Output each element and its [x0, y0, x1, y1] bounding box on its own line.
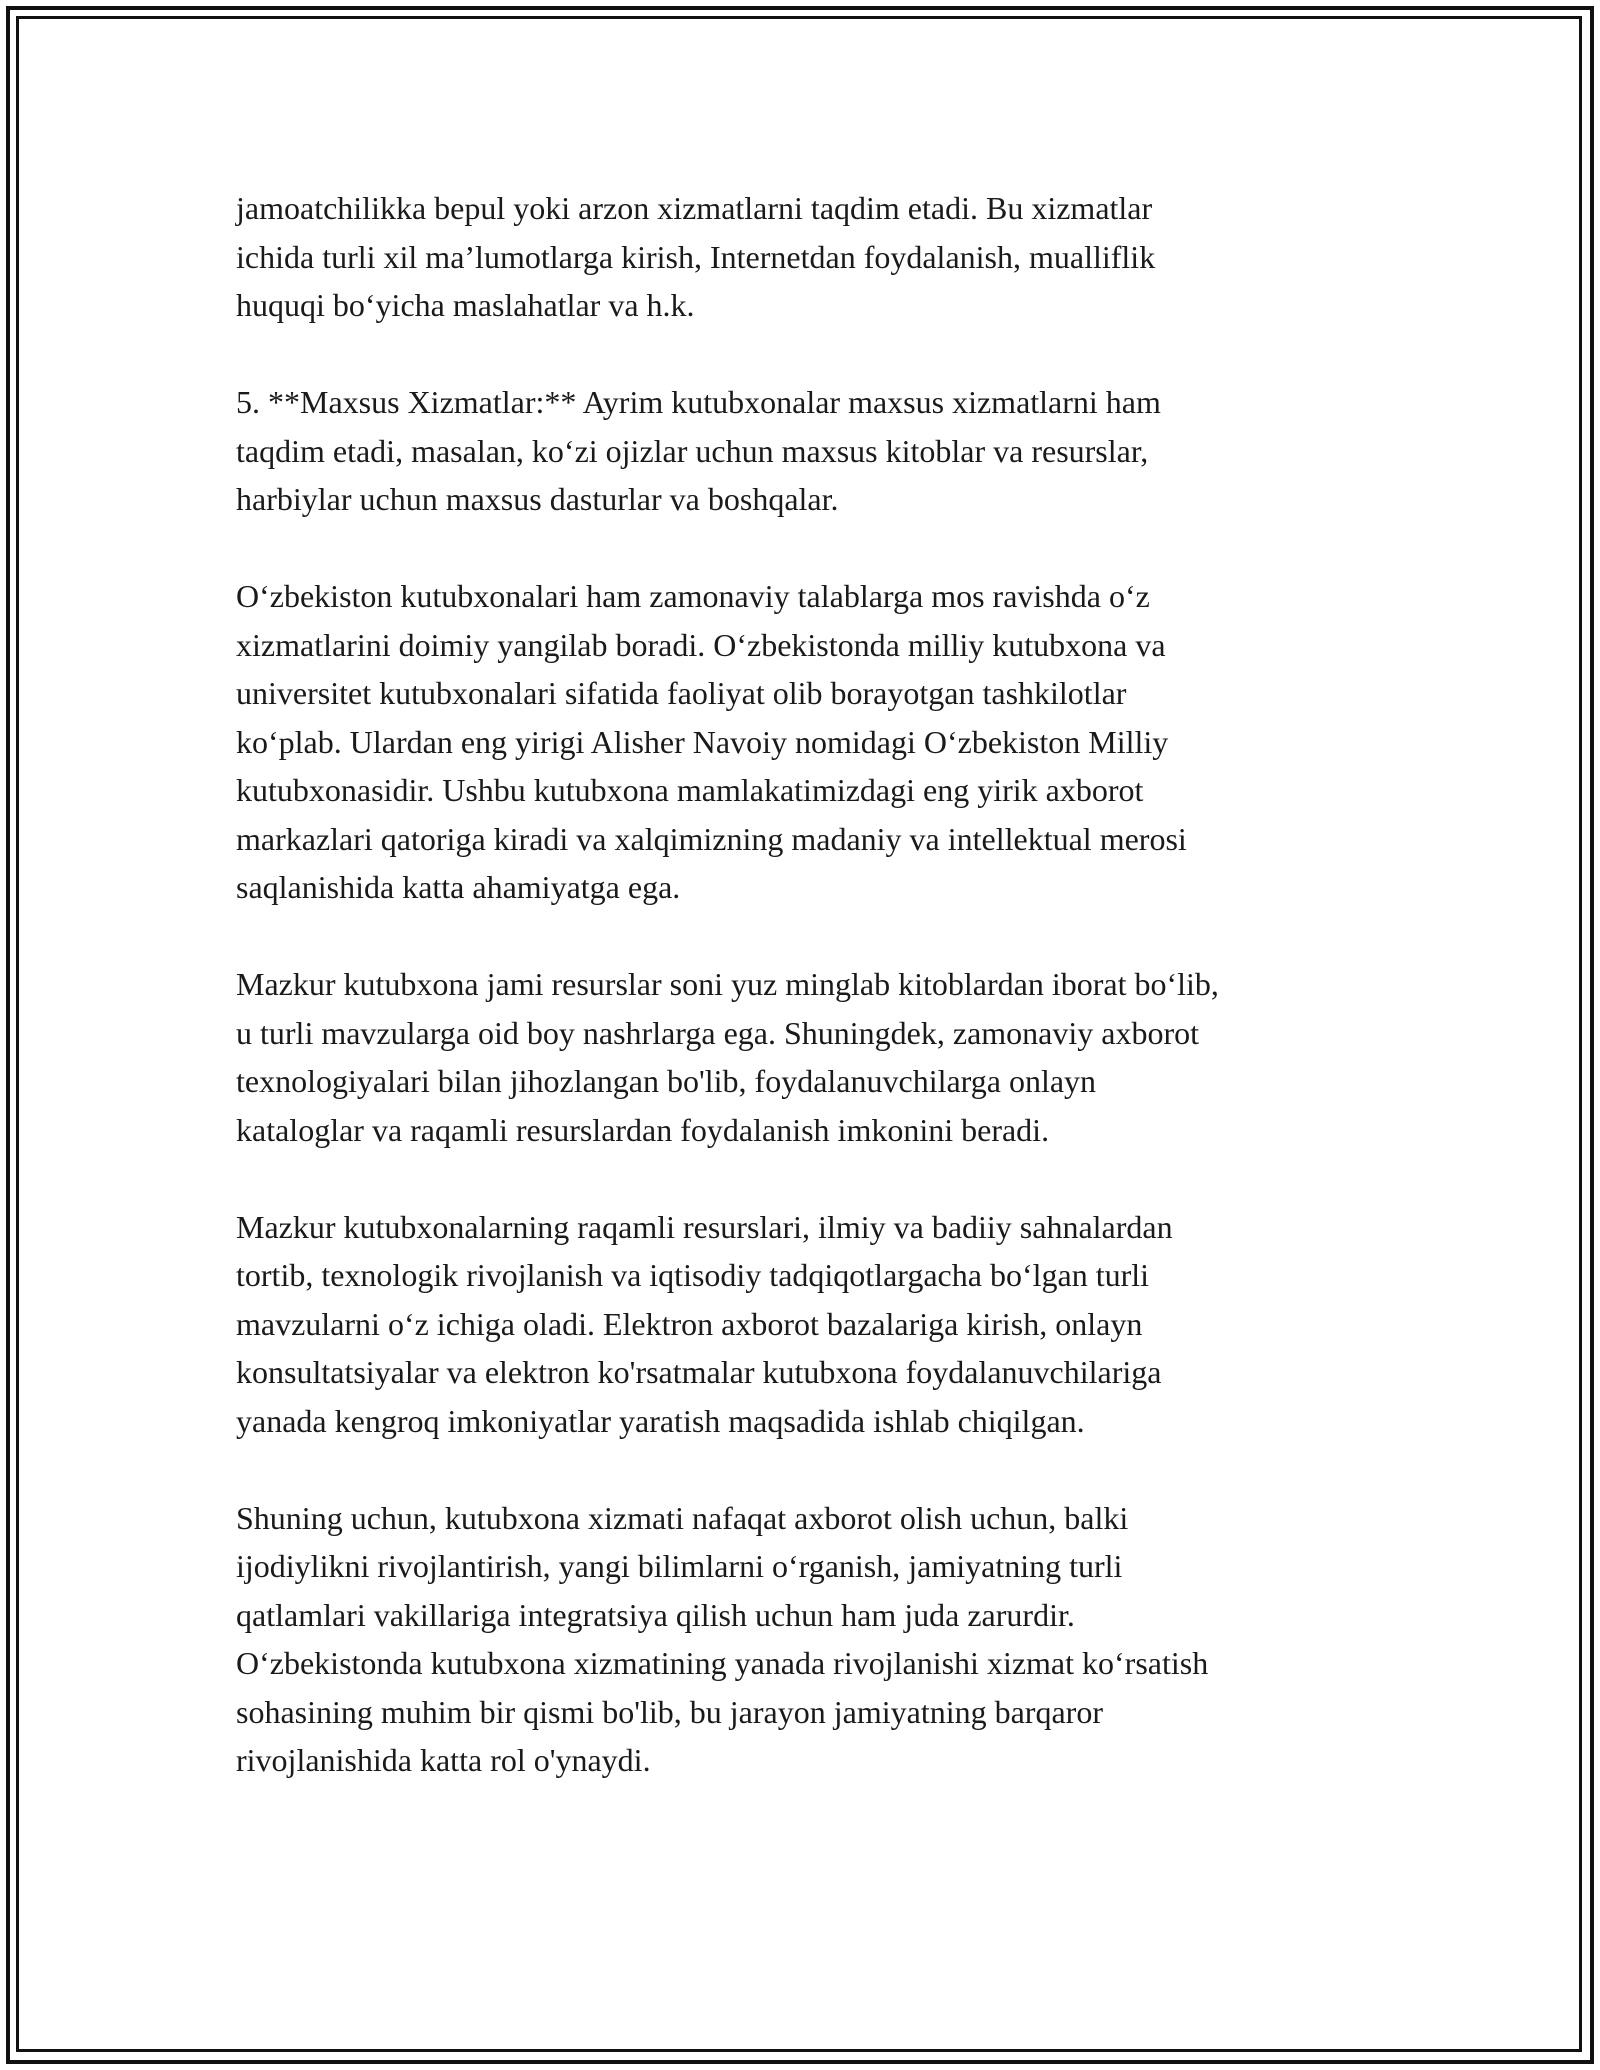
- paragraph-special-services: 5. **Maxsus Xizmatlar:** Ayrim kutubxonalar maxsus xizmatlarni ham taqdim etadi, masalan, ko‘zi ojizlar uchun maxsus kitoblar va resurslar, harbiylar uchun maxsus dasturlar va boshqalar.: [236, 384, 1161, 517]
- paragraph-conclusion: Shuning uchun, kutubxona xizmati nafaqat axborot olish uchun, balki ijodiylikni rivojlantirish, yangi bilimlarni o‘rganish, jamiyatning turli qatlamlari vakillariga integratsiya qilish uchun ham juda zarurdir. O‘zbekistonda kutubxona xizmatining yanada rivojlanishi xizmat ko‘rsatish sohasining muhim bir qismi bo'lib, bu jarayon jamiyatning barqaror rivojlanishida katta rol o'ynaydi.: [236, 1499, 1209, 1778]
- paragraph-library-resources: Mazkur kutubxona jami resurslar soni yuz minglab kitoblardan iborat bo‘lib, u turli mavzularga oid boy nashrlarga ega. Shuningdek, zamonaviy axborot texnologiyalari bilan jihozlangan bo'lib, foydalanuvchilarga onlayn kataloglar va raqamli resurslardan foydalanish imkonini beradi.: [236, 966, 1219, 1148]
- paragraph-uzbekistan-libraries: O‘zbekiston kutubxonalari ham zamonaviy talablarga mos ravishda o‘z xizmatlarini doimiy yangilab boradi. O‘zbekistonda milliy kutubxona va universitet kutubxonalari sifatida faoliyat olib borayotgan tashkilotlar ko‘plab. Ulardan eng yirigi Alisher Navoiy nomidagi O‘zbekiston Milliy kutubxonasidir. Ushbu kutubxona mamlakatimizdagi eng yirik axborot markazlari qatoriga kiradi va xalqimizning madaniy va intellektual merosi saqlanishida katta ahamiyatga ega.: [236, 578, 1187, 905]
- paragraph-public-services: jamoatchilikka bepul yoki arzon xizmatlarni taqdim etadi. Bu xizmatlar ichida turli xil ma’lumotlarga kirish, Internetdan foydalanish, mualliflik huquqi bo‘yicha maslahatlar va h.k.: [236, 190, 1156, 323]
- document-body: [236, 184, 1386, 1833]
- paragraph-digital-resources: Mazkur kutubxonalarning raqamli resurslari, ilmiy va badiiy sahnalardan tortib, texnologik rivojlanish va iqtisodiy tadqiqotlargacha bo‘lgan turli mavzularni o‘z ichiga oladi. Elektron axborot bazalariga kirish, onlayn konsultatsiyalar va elektron ko'rsatmalar kutubxona foydalanuvchilariga yanada kengroq imkoniyatlar yaratish maqsadida ishlab chiqilgan.: [236, 1208, 1173, 1439]
